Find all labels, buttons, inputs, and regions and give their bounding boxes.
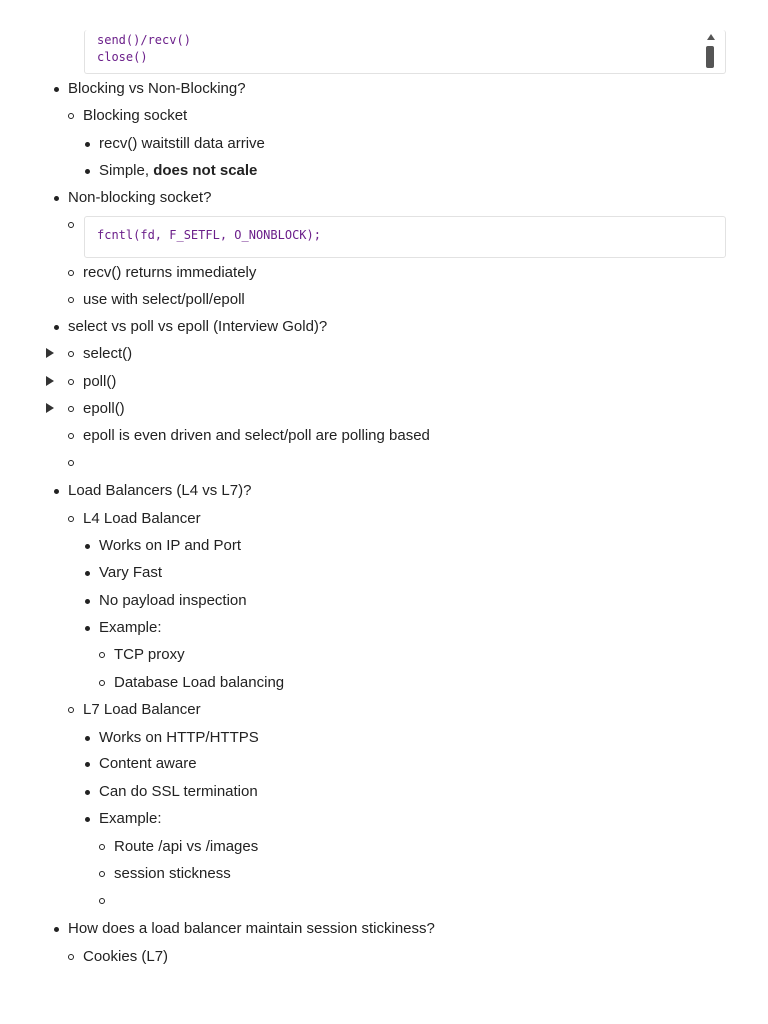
- bullet-circle: [68, 270, 74, 276]
- bullet-disc: [85, 142, 90, 147]
- bullet-disc: [54, 927, 59, 932]
- bullet-disc: [85, 736, 90, 741]
- list-item-label: epoll(): [83, 400, 125, 417]
- bullet-circle: [68, 433, 74, 439]
- bullet-disc: [85, 626, 90, 631]
- list-item: [114, 643, 185, 667]
- list-item-use-with: [83, 288, 245, 312]
- list-item: [99, 807, 162, 831]
- list-item-recv-wait: [99, 132, 265, 156]
- list-item-label: Non-blocking socket?: [68, 189, 212, 206]
- list-item-label: Route /api vs /images: [114, 838, 259, 855]
- bullet-circle: [68, 379, 74, 385]
- list-item: [99, 780, 258, 804]
- bullet-disc: [85, 544, 90, 549]
- bullet-disc: [54, 489, 59, 494]
- list-item: [114, 671, 284, 695]
- bullet-circle: [68, 297, 74, 303]
- list-item: [99, 534, 241, 558]
- list-item: [99, 752, 197, 776]
- bullet-circle: [99, 898, 105, 904]
- list-item-label: poll(): [83, 373, 117, 390]
- list-item-label: Works on HTTP/HTTPS: [99, 729, 259, 746]
- bullet-disc: [85, 762, 90, 767]
- scrollbar-thumb[interactable]: [706, 46, 714, 68]
- list-item-load-balancers: [68, 479, 251, 503]
- list-item-l7: [83, 698, 201, 722]
- list-item-label: select vs poll vs epoll (Interview Gold)?: [68, 318, 328, 335]
- bullet-circle: [99, 680, 105, 686]
- bullet-circle: [99, 652, 105, 658]
- scroll-up-arrow-icon[interactable]: [707, 34, 715, 40]
- list-item-label: Vary Fast: [99, 564, 163, 581]
- list-item-label: Load Balancers (L4 vs L7)?: [68, 482, 252, 499]
- list-item-label: Cookies (L7): [83, 948, 169, 965]
- list-item-simple: [99, 159, 257, 183]
- list-item-label: L4 Load Balancer: [83, 510, 201, 527]
- list-item-label: Blocking vs Non-Blocking?: [68, 80, 246, 97]
- list-item-label: Blocking socket: [83, 107, 188, 124]
- list-item-blocking-socket: [83, 104, 187, 128]
- list-item-select-poll-epoll: [68, 315, 327, 339]
- list-item-label: Example:: [99, 619, 162, 636]
- bullet-circle: [68, 351, 74, 357]
- list-item: [99, 589, 247, 613]
- bullet-circle: [68, 222, 74, 228]
- bullet-disc: [85, 599, 90, 604]
- list-item-label: select(): [83, 345, 133, 362]
- list-item-label: No payload inspection: [99, 592, 247, 609]
- list-item-epoll-note: [83, 424, 430, 448]
- bullet-circle: [68, 460, 74, 466]
- list-item-label: How does a load balancer maintain session stickiness?: [68, 920, 435, 937]
- bullet-circle: [68, 406, 74, 412]
- bullet-disc: [54, 87, 59, 92]
- list-item-label: Example:: [99, 810, 162, 827]
- list-item-label: use with select/poll/epoll: [83, 291, 245, 308]
- list-item: [114, 862, 231, 886]
- list-item-session-stickiness: [68, 917, 435, 941]
- list-item-l4: [83, 507, 201, 531]
- expand-toggle-icon[interactable]: [46, 376, 54, 386]
- list-item: [99, 616, 162, 640]
- list-item-label: Database Load balancing: [114, 674, 285, 691]
- expand-toggle-icon[interactable]: [46, 348, 54, 358]
- bullet-disc: [85, 817, 90, 822]
- list-item-label: Content aware: [99, 755, 197, 772]
- list-item: [114, 835, 258, 859]
- list-item-label: epoll is even driven and select/poll are polling based: [83, 427, 430, 444]
- list-item-label: session stickness: [114, 865, 231, 882]
- list-item-select: [83, 342, 132, 366]
- list-item-label: L7 Load Balancer: [83, 701, 201, 718]
- list-item-label: Simple,: [99, 162, 154, 179]
- bullet-disc: [85, 169, 90, 174]
- list-item-label: Works on IP and Port: [99, 537, 242, 554]
- list-item-label: Can do SSL termination: [99, 783, 258, 800]
- bullet-disc: [54, 325, 59, 330]
- list-item-poll: [83, 370, 116, 394]
- list-item-label: TCP proxy: [114, 646, 185, 663]
- list-item-recv-returns: [83, 261, 256, 285]
- list-item-blocking-vs-nonblocking: [68, 77, 246, 101]
- expand-toggle-icon[interactable]: [46, 403, 54, 413]
- bullet-disc: [54, 196, 59, 201]
- list-item-epoll: [83, 397, 125, 421]
- code-block-socket-calls: [84, 30, 726, 74]
- bullet-circle: [68, 707, 74, 713]
- code-line: send()/recv(): [97, 33, 191, 47]
- bullet-disc: [85, 790, 90, 795]
- list-item: [99, 726, 259, 750]
- list-item-nonblocking-socket: [68, 186, 211, 210]
- list-item-cookies: [83, 945, 168, 969]
- bullet-disc: [85, 571, 90, 576]
- list-item-label: recv() returns immediately: [83, 264, 257, 281]
- emphasis-text: does not scale: [153, 162, 258, 179]
- bullet-circle: [68, 516, 74, 522]
- bullet-circle: [99, 844, 105, 850]
- bullet-circle: [68, 954, 74, 960]
- list-item-label: recv() waitstill data arrive: [99, 135, 265, 152]
- code-line: fcntl(fd, F_SETFL, O_NONBLOCK);: [97, 228, 321, 242]
- list-item: [99, 561, 162, 585]
- code-block-fcntl: [84, 216, 726, 258]
- bullet-circle: [99, 871, 105, 877]
- code-line: close(): [97, 50, 148, 64]
- bullet-circle: [68, 113, 74, 119]
